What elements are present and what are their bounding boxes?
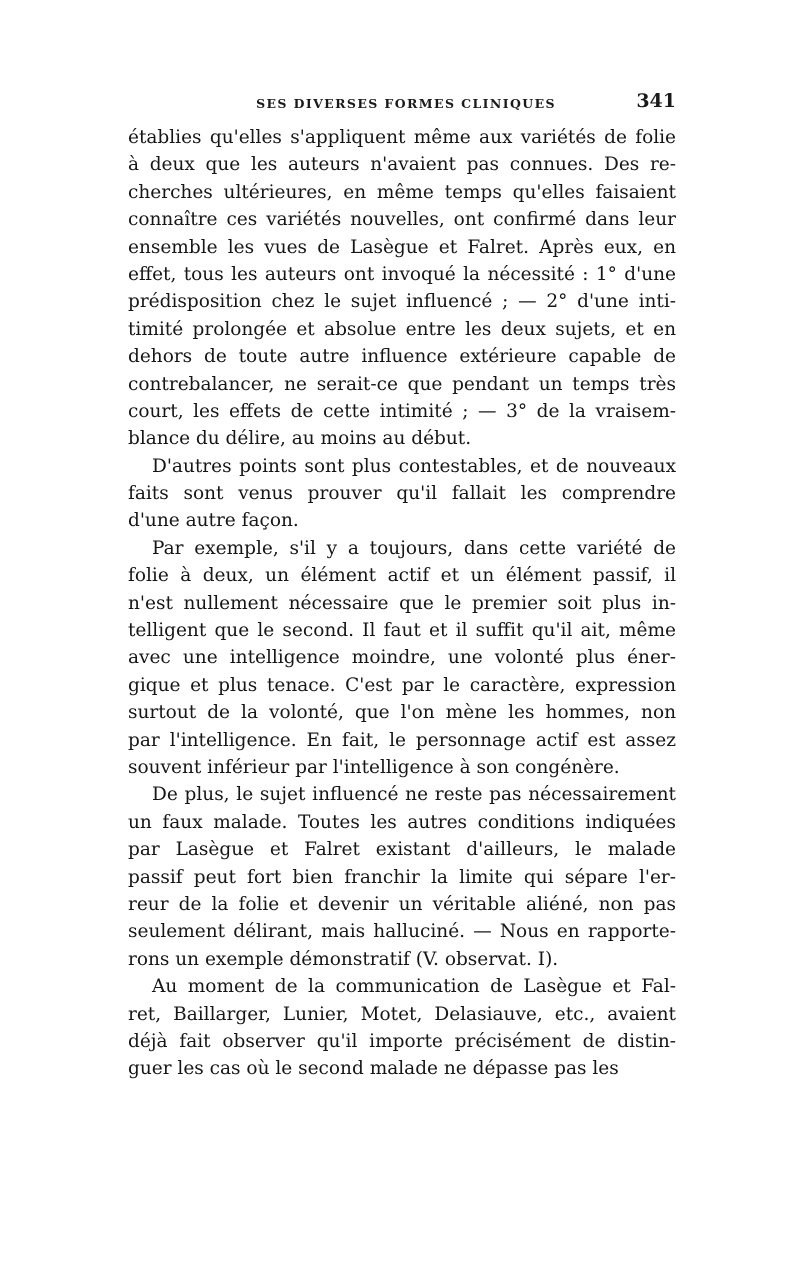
text-line: guer les cas où le second malade ne dépasse pas les [128, 1058, 619, 1080]
text-line: Au moment de la communication de Lasègue et Fal- [152, 976, 676, 998]
text-line: effet, tous les auteurs ont invoqué la nécessité : 1° d'une [128, 263, 676, 285]
running-title: SES DIVERSES FORMES CLINIQUES [256, 96, 556, 111]
paragraph [128, 973, 676, 1083]
text-line: ensemble les vues de Lasègue et Falret. Après eux, en [128, 236, 676, 258]
text-line: Par exemple, s'il y a toujours, dans cette variété de [152, 537, 676, 559]
text-line: rons un exemple démonstratif (V. observat. I). [128, 948, 559, 970]
text-line: seulement délirant, mais halluciné. — Nous en rapporte- [128, 921, 676, 943]
text-line: reur de la folie et devenir un véritable aliéné, non pas [128, 893, 676, 915]
text-line: contrebalancer, ne serait-ce que pendant un temps très [128, 373, 676, 395]
text-line: établies qu'elles s'appliquent même aux variétés de folie [128, 127, 676, 148]
text-line: telligent que le second. Il faut et il suffit qu'il ait, même [128, 620, 676, 642]
text-line: folie à deux, un élément actif et un élément passif, il [128, 565, 676, 587]
text-line: passif peut fort bien franchir la limite qui sépare l'er- [128, 866, 676, 888]
text-line: par l'intelligence. En fait, le personnage actif est assez [128, 729, 676, 751]
text-line: avec une intelligence moindre, une volonté plus éner- [128, 647, 676, 669]
text-line: n'est nullement nécessaire que le premier soit plus in- [128, 592, 676, 614]
text-line: faits sont venus prouver qu'il fallait les comprendre [128, 483, 676, 505]
text-line: à deux que les auteurs n'avaient pas connues. Des re- [128, 154, 676, 176]
text-line: court, les effets de cette intimité ; — 3° de la vraisem- [128, 400, 676, 422]
text-line: par Lasègue et Falret existant d'ailleurs, le malade [128, 839, 676, 861]
paragraph [128, 124, 676, 453]
text-line: gique et plus tenace. C'est par le caractère, expression [128, 674, 676, 696]
text-line: d'une autre façon. [128, 510, 299, 532]
text-line: De plus, le sujet influencé ne reste pas nécessairement [152, 784, 676, 806]
text-line: surtout de la volonté, que l'on mène les hommes, non [128, 702, 676, 724]
page-number: 341 [636, 90, 676, 112]
text-line: ret, Baillarger, Lunier, Motet, Delasiauve, etc., avaient [128, 1003, 676, 1025]
text-line: déjà fait observer qu'il importe précisément de distin- [128, 1030, 676, 1052]
text-line: souvent inférieur par l'intelligence à son congénère. [128, 756, 620, 778]
text-line: timité prolongée et absolue entre les deux sujets, et en [128, 318, 676, 340]
paragraph [128, 453, 676, 535]
text-line: cherches ultérieures, en même temps qu'elles faisaient [128, 181, 676, 203]
text-line: blance du délire, au moins au début. [128, 428, 472, 450]
text-line: connaître ces variétés nouvelles, ont confirmé dans leur [128, 209, 676, 231]
paragraph [128, 535, 676, 782]
text-line: un faux malade. Toutes les autres conditions indiquées [128, 811, 676, 833]
text-line: prédisposition chez le sujet influencé ; — 2° d'une inti- [128, 291, 676, 313]
text-line: D'autres points sont plus contestables, et de nouveaux [152, 455, 676, 477]
body-text [128, 124, 676, 1083]
paragraph [128, 781, 676, 973]
running-header [128, 88, 684, 118]
text-line: dehors de toute autre influence extérieure capable de [128, 346, 676, 368]
